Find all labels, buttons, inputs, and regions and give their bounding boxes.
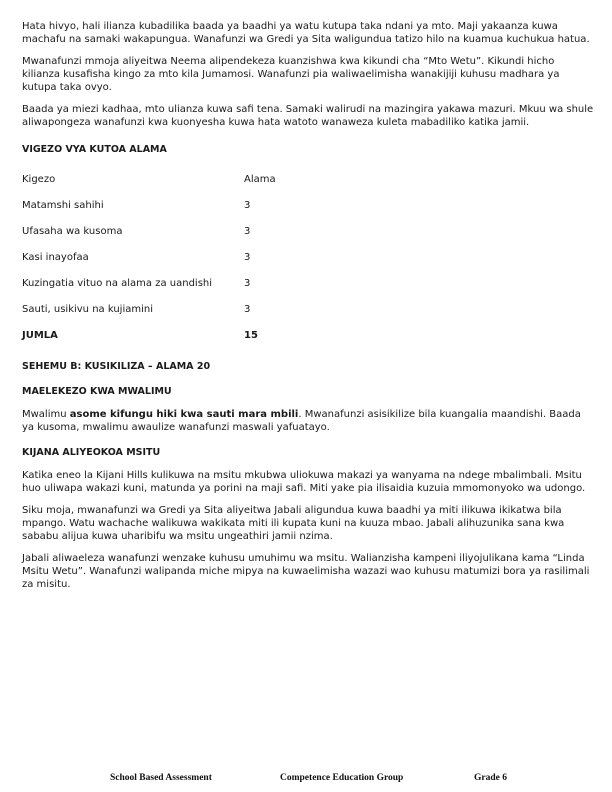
intro-paragraph: Hata hivyo, hali ilianza kubadilika baada ya baadhi ya watu kutupa taka ndani ya mto. Maji yakaanza kuwa machafu na samaki wakapungua. Wanafunzi wa Gredi ya Sita waligundua tatizo hilo na kuamua kuchukua hatua. (22, 21, 590, 45)
score-cell: 3 (244, 251, 251, 263)
table-row (22, 244, 304, 270)
total-score: 15 (244, 329, 258, 341)
marking-heading: VIGEZO VYA KUTOA ALAMA (22, 144, 167, 155)
table-row (22, 192, 304, 218)
column-header-criterion: Kigezo (22, 173, 56, 185)
intro-paragraph: Baada ya miezi kadhaa, mto ulianza kuwa safi tena. Samaki walirudi na mazingira yakawa mazuri. Mkuu wa shule aliwapongeza wanafunzi kwa kuonyesha kuwa hata watoto wanaweza kuleta mabadiliko katika jamii. (22, 104, 594, 128)
section-b-heading: SEHEMU B: KUSIKILIZA – ALAMA 20 (22, 361, 211, 372)
criterion-cell: Ufasaha wa kusoma (22, 225, 123, 237)
footer-grade-label: Grade 6 (474, 773, 507, 783)
teacher-instructions-heading: MAELEKEZO KWA MWALIMU (22, 386, 172, 397)
criterion-cell: Kuzingatia vituo na alama za uandishi (22, 277, 213, 289)
criterion-cell: Matamshi sahihi (22, 199, 104, 211)
table-row (22, 218, 304, 244)
score-cell: 3 (244, 225, 251, 237)
total-row (22, 322, 304, 348)
score-cell: 3 (244, 303, 251, 315)
footer-publisher-label: Competence Education Group (280, 773, 404, 783)
criterion-cell: Sauti, usikivu na kujiamini (22, 303, 153, 315)
instructions-emphasis: asome kifungu hiki kwa sauti mara mbili (69, 409, 299, 420)
column-header-score: Alama (244, 173, 276, 185)
intro-paragraph: Mwanafunzi mmoja aliyeitwa Neema alipendekeza kuanzishwa kwa kikundi cha “Mto Wetu”. Kikundi hicho kilianza kusafisha kingo za mto kila Jumamosi. Wanafunzi pia waliwaelimisha wanakijiji kuhusu madhara ya kutupa taka ovyo. (22, 56, 560, 93)
table-row (22, 296, 304, 322)
footer-assessment-label: School Based Assessment (110, 773, 212, 783)
total-label: JUMLA (22, 329, 58, 341)
score-cell: 3 (244, 199, 251, 211)
instructions-text-start: Mwalimu (22, 409, 70, 420)
document-page (22, 20, 594, 600)
story-paragraph: Siku moja, mwanafunzi wa Gredi ya Sita aliyeitwa Jabali aligundua kuwa baadhi ya miti ilikuwa ikikatwa bila mpango. Watu wachache walikuwa wakikata miti ili kupata kuni na kuuza mbao. Jabali alihuzunika sana kwa sababu alijua kuwa uharibifu wa msitu ungeathiri jamii nzima. (22, 505, 565, 542)
story-title: KIJANA ALIYEOKOA MSITU (22, 447, 161, 458)
table-header-row (22, 166, 304, 192)
marking-table (22, 166, 304, 348)
criterion-cell: Kasi inayofaa (22, 251, 89, 263)
score-cell: 3 (244, 277, 251, 289)
teacher-instructions (22, 408, 594, 434)
table-row (22, 270, 304, 296)
story-paragraph: Katika eneo la Kijani Hills kulikuwa na msitu mkubwa uliokuwa makazi ya wanyama na ndege mbalimbali. Msitu huo uliwapa wakazi kuni, matunda ya porini na maji safi. Miti yake pia ilisaidia kuzuia mmomonyoko wa udongo. (22, 470, 586, 494)
story-paragraph: Jabali aliwaeleza wanafunzi wenzake kuhusu umuhimu wa msitu. Walianzisha kampeni iliyojulikana kama “Linda Msitu Wetu”. Wanafunzi walipanda miche mipya na kuwaelimisha wazazi wao kuhusu matumizi bora ya rasilimali za misitu. (22, 553, 590, 590)
instructions-text-end: . Mwanafunzi asisikilize bila kuangalia maandishi. Baada ya kusoma, mwalimu awaulize wanafunzi maswali yafuatayo. (22, 409, 581, 433)
